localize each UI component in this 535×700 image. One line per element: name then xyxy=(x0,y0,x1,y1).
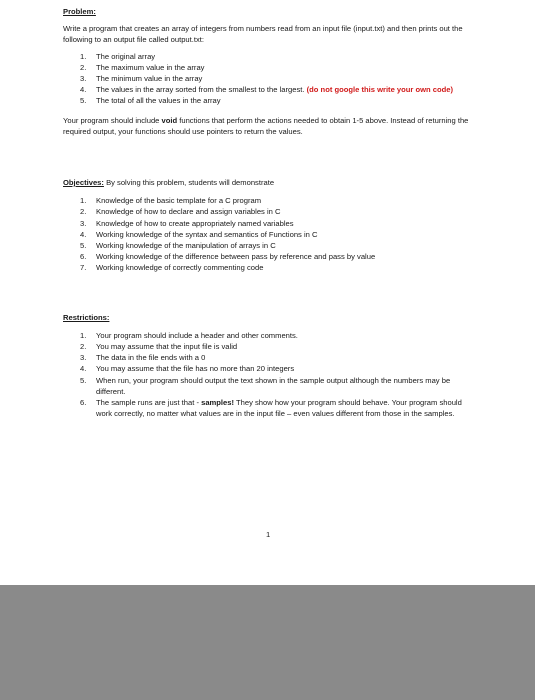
list-text: Knowledge of how to create appropriately named variables xyxy=(96,218,294,228)
list-item xyxy=(63,375,473,397)
list-number: 6. xyxy=(80,252,87,262)
list-text-suffix: They show how your program should behave. Your program should work correctly, no matter what values are in the input file – even values different from those in the samples. xyxy=(96,398,462,419)
warning-note: (do not google this write your own code) xyxy=(306,85,454,95)
list-number: 2. xyxy=(80,62,87,72)
list-text: Knowledge of how to declare and assign variables in C xyxy=(96,207,281,217)
list-text: Your program should include a header and other comments. xyxy=(96,330,298,340)
problem-list xyxy=(63,51,473,107)
list-number: 3. xyxy=(80,74,87,84)
list-number: 5. xyxy=(80,241,87,251)
list-text-bold: samples! xyxy=(201,398,235,408)
para-bold: void xyxy=(161,115,178,125)
list-item xyxy=(63,352,473,363)
list-text: When run, your program should output the text shown in the sample output although the numbers may be different. xyxy=(96,375,451,396)
objectives-list xyxy=(63,195,473,273)
para-prefix: Your program should include xyxy=(63,115,162,125)
list-number: 1. xyxy=(80,196,87,206)
list-text: The data in the file ends with a 0 xyxy=(96,353,206,363)
list-text: The minimum value in the array xyxy=(96,74,203,84)
list-item xyxy=(63,206,473,217)
list-number: 1. xyxy=(80,51,87,61)
list-item xyxy=(63,251,473,262)
viewer-background xyxy=(0,585,535,700)
problem-intro: Write a program that creates an array of integers from numbers read from an input file (input.txt) and then prints out the following to an output file called output.txt: xyxy=(63,24,463,45)
list-item xyxy=(63,229,473,240)
objectives-header xyxy=(63,177,473,188)
page-number: 1 xyxy=(266,530,271,539)
list-number: 1. xyxy=(80,330,87,340)
list-number: 5. xyxy=(80,96,87,106)
list-number: 2. xyxy=(80,207,87,217)
list-text: You may assume that the file has no more than 20 integers xyxy=(96,364,295,374)
list-number: 5. xyxy=(80,375,87,385)
list-number: 4. xyxy=(80,85,87,95)
list-text: The total of all the values in the array xyxy=(96,96,221,106)
list-text: Working knowledge of the difference between pass by reference and pass by value xyxy=(96,252,376,262)
list-item xyxy=(63,195,473,206)
list-text: You may assume that the input file is valid xyxy=(96,342,238,352)
list-text: Working knowledge of the manipulation of arrays in C xyxy=(96,241,276,251)
list-number: 2. xyxy=(80,342,87,352)
restrictions-list xyxy=(63,330,473,420)
objectives-heading: Objectives: xyxy=(63,178,104,188)
list-number: 3. xyxy=(80,353,87,363)
list-text-prefix: The sample runs are just that - xyxy=(96,398,202,408)
list-text: Knowledge of the basic template for a C program xyxy=(96,196,262,206)
document-content xyxy=(63,6,473,419)
list-item xyxy=(63,240,473,251)
list-number: 7. xyxy=(80,263,87,273)
list-item xyxy=(63,341,473,352)
list-number: 3. xyxy=(80,218,87,228)
para-suffix: functions that perform the actions needed to obtain 1-5 above. Instead of returning the required output, your functions should use pointers to return the values. xyxy=(63,115,469,136)
list-item xyxy=(63,95,473,106)
list-text: Working knowledge of correctly commenting code xyxy=(96,263,264,273)
problem-paragraph xyxy=(63,115,473,137)
list-item xyxy=(63,84,473,95)
list-item xyxy=(63,51,473,62)
list-item xyxy=(63,397,473,419)
restrictions-heading: Restrictions: xyxy=(63,312,110,322)
list-item xyxy=(63,363,473,374)
list-number: 4. xyxy=(80,364,87,374)
list-text: The maximum value in the array xyxy=(96,62,205,72)
objectives-intro: By solving this problem, students will demonstrate xyxy=(103,178,275,188)
list-number: 6. xyxy=(80,398,87,408)
list-text: The values in the array sorted from the smallest to the largest. xyxy=(96,85,305,95)
problem-heading: Problem: xyxy=(63,7,96,16)
list-item xyxy=(63,73,473,84)
list-text: Working knowledge of the syntax and semantics of Functions in C xyxy=(96,229,318,239)
list-item xyxy=(63,330,473,341)
list-number: 4. xyxy=(80,229,87,239)
list-item xyxy=(63,262,473,273)
list-item xyxy=(63,62,473,73)
list-text: The original array xyxy=(96,51,156,61)
list-item xyxy=(63,218,473,229)
